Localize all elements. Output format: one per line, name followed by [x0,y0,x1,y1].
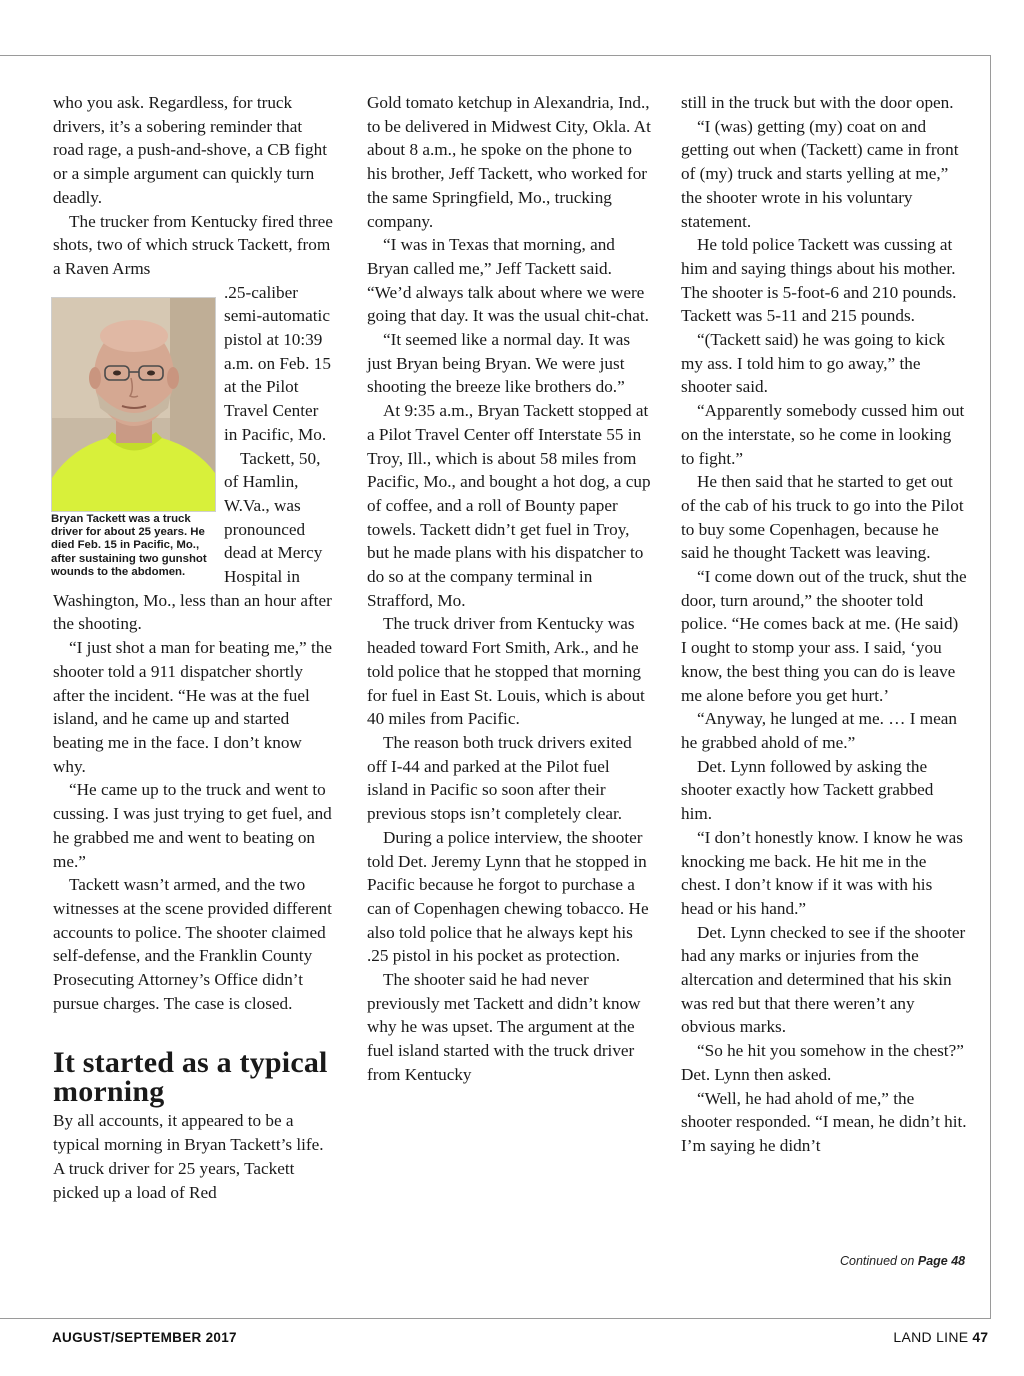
paragraph: He told police Tackett was cussing at him and saying things about his mother. The shooter is 5-foot-6 and 210 pounds. Tackett was 5-11 and 215 pounds. [681,235,957,326]
paragraph: At 9:35 a.m., Bryan Tackett stopped at a Pilot Travel Center off Interstate 55 in Troy, Ill., which is about 58 miles from Pacific, Mo., and bought a hot dog, a cup of coffee, and a roll of Bounty paper towels. Tackett didn’t get fuel in Troy, but he made plans with his dispatcher to do so at the company terminal in Strafford, Mo. [367,401,651,610]
paragraph: “(Tackett said) he was going to kick my ass. I told him to go away,” the shooter said. [681,330,945,397]
section-subhead: It started as a typical morning [53,1046,328,1109]
paragraph: During a police interview, the shooter told Det. Jeremy Lynn that he stopped in Pacific because he forgot to purchase a can of Copenhagen chewing tobacco. He also told police that he always kept his .25 pistol in his pocket as protection. [367,827,649,966]
paragraph: .25-caliber semi-automatic pistol at 10:39 a.m. on Feb. 15 at the Pilot Travel Center in Pacific, Mo. [224,282,331,444]
paragraph: The reason both truck drivers exited off I-44 and parked at the Pilot fuel island in Pacific so soon after their previous stops isn’t completely clear. [367,732,632,824]
paragraph: still in the truck but with the door open. [681,93,954,112]
paragraph: “So he hit you somehow in the chest?” Det. Lynn then asked. [681,1041,964,1084]
continued-page-ref: Page 48 [917,1254,966,1268]
paragraph: “Apparently somebody cussed him out on the interstate, so he come in looking to fight.” [681,401,965,468]
footer-issue-date: AUGUST/SEPTEMBER 2017 [52,1330,237,1345]
paragraph: “He came up to the truck and went to cussing. I was just trying to get fuel, and he grabbed me and went to beating on me.” [53,780,332,871]
paragraph: The trucker from Kentucky fired three shots, two of which struck Tackett, from a Raven Arms [53,211,333,278]
paragraph: The truck driver from Kentucky was headed toward Fort Smith, Ark., and he told police that he stopped that morning for fuel in East St. Louis, which is about 40 miles from Pacific. [367,614,645,729]
photo-wrap-text [224,281,335,589]
continued-prefix: Continued on [840,1254,915,1268]
paragraph: “Anyway, he lunged at me. … I mean he grabbed ahold of me.” [681,709,957,752]
paragraph: “I just shot a man for beating me,” the shooter told a 911 dispatcher shortly after the incident. “He was at the fuel island, and he came up and started beating me in the face. I don’t know why. [53,638,332,776]
continued-on-page [840,1254,970,1268]
paragraph: “Well, he had ahold of me,” the shooter responded. “I mean, he didn’t hit. I’m saying he didn’t [681,1088,967,1155]
footer-page-number: 47 [972,1329,988,1345]
photo-caption: Bryan Tackett was a truck driver for about 25 years. He died Feb. 15 in Pacific, Mo., after sustaining two gunshot wounds to the abdomen. [51,513,207,578]
article-column-3 [681,91,967,1158]
paragraph: “I (was) getting (my) coat on and getting out when (Tackett) came in front of (my) truck and starts yelling at me,” the shooter wrote in his voluntary statement. [681,116,959,231]
paragraph: Det. Lynn followed by asking the shooter exactly how Tackett grabbed him. [681,756,934,824]
paragraph: The shooter said he had never previously met Tackett and didn’t know why he was upset. The argument at the fuel island started with the truck driver from Kentucky [367,970,641,1084]
article-column-2 [367,91,651,1087]
paragraph: Washington, Mo., less than an hour after the shooting. [53,590,332,634]
paragraph: By all accounts, it appeared to be a typical morning in Bryan Tackett’s life. A truck driver for 25 years, Tackett picked up a load of Red [53,1111,324,1202]
paragraph: “It seemed like a normal day. It was just Bryan being Bryan. We were just shooting the breeze like brothers do.” [367,330,631,397]
page-frame-right-rule [990,55,991,1318]
portrait-photo [51,297,216,512]
page-frame-top-rule [0,55,990,56]
article-column-1 [53,91,335,1204]
paragraph: Tackett, 50, of Hamlin, W.Va., was pronounced dead at Mercy Hospital in [224,448,323,587]
paragraph: “I was in Texas that morning, and Bryan called me,” Jeff Tackett said. “We’d always talk about where we were going that day. It was the usual chit-chat. [367,235,649,326]
page-frame-bottom-rule [0,1318,991,1319]
paragraph: who you ask. Regardless, for truck drivers, it’s a sobering reminder that road rage, a push-and-shove, a CB fight or a simple argument can quickly turn deadly. [53,93,327,207]
paragraph: Det. Lynn checked to see if the shooter had any marks or injuries from the altercation and determined that his skin was red but that there weren’t any obvious marks. [681,922,966,1037]
paragraph: Tackett wasn’t armed, and the two witnesses at the scene provided different accounts to police. The shooter claimed self-defense, and the Franklin County Prosecuting Attorney’s Office didn’t pursue charges. The case is closed. [53,875,332,1013]
footer-folio [893,1329,988,1345]
paragraph: Gold tomato ketchup in Alexandria, Ind., to be delivered in Midwest City, Okla. At about 8 a.m., he spoke on the phone to his brother, Jeff Tackett, who worked for the same Springfield, Mo., trucking company. [367,93,651,231]
paragraph: “I come down out of the truck, shut the door, turn around,” the shooter told police. “He comes back at me. (He said) I ought to stomp your ass. I said, ‘you know, the best thing you can do is leave me alone before you get hurt.’ [681,567,967,705]
paragraph: He then said that he started to get out of the cab of his truck to go into the Pilot to buy some Copenhagen, because he said he thought Tackett was leaving. [681,472,964,563]
paragraph: “I don’t honestly know. I know he was knocking me back. He hit me in the chest. I don’t know if it was with his head or his hand.” [681,827,963,918]
footer-publication-name: LAND LINE [893,1329,969,1345]
